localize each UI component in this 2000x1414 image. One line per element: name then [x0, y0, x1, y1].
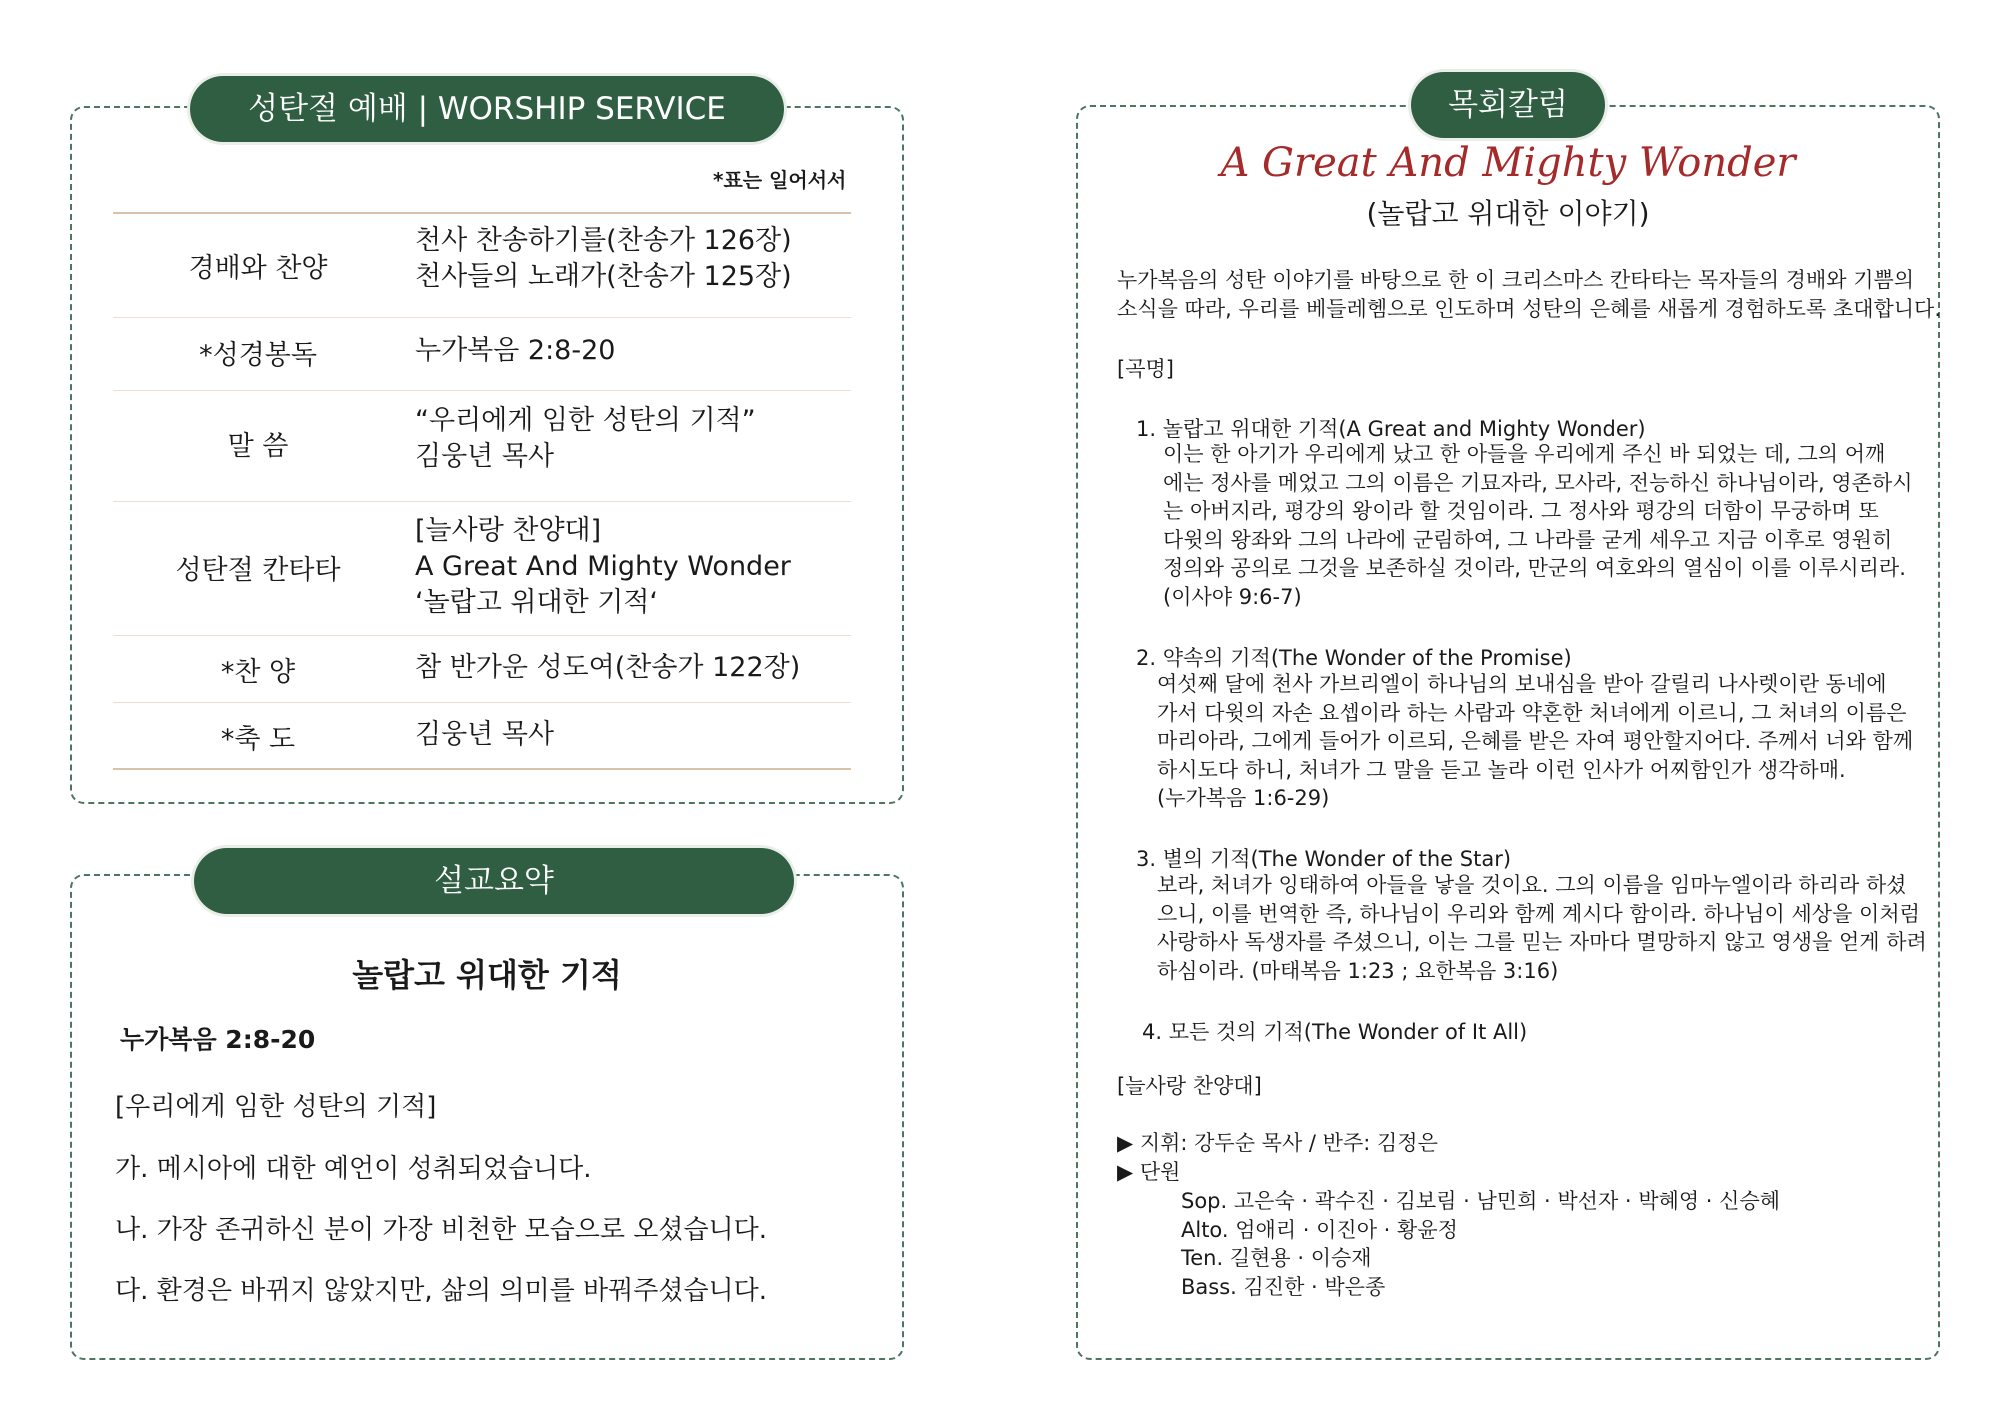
song-line: (이사야 9:6-7): [1163, 584, 1302, 609]
song-title: 4. 모든 것의 기적(The Wonder of It All): [1142, 1020, 1528, 1044]
order-line: [늘사랑 찬양대]: [415, 515, 602, 546]
song-line: 정의와 공의로 그것을 보존하실 것이라, 만군의 여호와의 열심이 이를 이루시리라.: [1163, 556, 1906, 581]
intro-line: 누가복음의 성탄 이야기를 바탕으로 한 이 크리스마스 칸타타는 목자들의 경배와 기쁨의: [1117, 268, 1915, 292]
order-label: *성경봉독: [199, 340, 317, 371]
order-line: 참 반가운 성도여(찬송가 122장): [415, 652, 801, 683]
sermon-verse: 누가복음 2:8-20: [120, 1025, 316, 1054]
worship-header: 성탄절 예배 | WORSHIP SERVICE: [190, 76, 784, 142]
order-line: 누가복음 2:8-20: [415, 335, 616, 366]
song-line: 하시도다 하니, 처녀가 그 말을 듣고 놀라 이런 인사가 어찌함인가 생각하매.: [1157, 757, 1846, 782]
order-line: 김웅년 목사: [415, 719, 554, 750]
song-body: [1157, 670, 1913, 813]
song-line: 보라, 처녀가 잉태하여 아들을 낳을 것이요. 그의 이름을 임마누엘이라 하리라 하셨: [1157, 873, 1907, 897]
column-script-title: A Great And Mighty Wonder: [1220, 140, 1796, 186]
song-body: [1157, 871, 1927, 985]
order-line: 천사들의 노래가(찬송가 125장): [415, 261, 792, 292]
table-rule: [113, 317, 851, 318]
order-label: 성탄절 칸타타: [175, 555, 341, 586]
order-line: ‘놀랍고 위대한 기적‘: [415, 587, 658, 618]
order-label: 경배와 찬양: [188, 253, 328, 284]
sermon-point: 가. 메시아에 대한 예언이 성취되었습니다.: [115, 1154, 592, 1184]
order-content: [415, 403, 851, 475]
column-subtitle: (놀랍고 위대한 이야기): [1366, 197, 1650, 230]
table-rule: [113, 390, 851, 391]
song-line: 여섯째 달에 천사 가브리엘이 하나님의 보내심을 받아 갈릴리 나사렛이란 동네에: [1157, 672, 1887, 696]
songs-label: [곡명]: [1117, 357, 1174, 381]
standing-note: *표는 일어서서: [713, 168, 847, 192]
choir-part: Alto. 엄애리 · 이진아 · 황윤정: [1181, 1217, 1458, 1242]
table-rule: [113, 212, 851, 214]
order-line: 천사 찬송하기를(찬송가 126장): [415, 225, 792, 256]
song-line: 으니, 이를 번역한 즉, 하나님이 우리와 함께 계시다 함이라. 하나님이 세상을 이처럼: [1157, 901, 1920, 926]
table-rule: [113, 635, 851, 636]
song-line: 가서 다윗의 자손 요셉이라 하는 사람과 약혼한 처녀에게 이르니, 그 처녀의 이름은: [1157, 700, 1907, 725]
song-line: 이는 한 아기가 우리에게 났고 한 아들을 우리에게 주신 바 되었는 데, 그의 어깨: [1163, 442, 1886, 466]
column-intro: [1117, 266, 1941, 323]
song-title: 2. 약속의 기적(The Wonder of the Promise): [1136, 646, 1572, 670]
order-label: 말 씀: [227, 431, 289, 462]
song-line: 마리아라, 그에게 들어가 이르되, 은혜를 받은 자여 평안할지어다. 주께서 너와 함께: [1157, 729, 1914, 754]
choir-label: [늘사랑 찬양대]: [1117, 1074, 1262, 1098]
song-line: 하심이라. (마태복음 1:23 ; 요한복음 3:16): [1157, 958, 1559, 983]
choir-part: Bass. 김진한 · 박은종: [1181, 1274, 1386, 1299]
choir-parts: [1181, 1187, 1780, 1301]
order-content: [415, 717, 851, 753]
order-line: “우리에게 임한 성탄의 기적”: [415, 405, 756, 436]
choir-part: Ten. 길현용 · 이승재: [1181, 1246, 1372, 1271]
song-title: 1. 놀랍고 위대한 기적(A Great and Mighty Wonder): [1136, 417, 1646, 441]
order-content: [415, 513, 851, 621]
order-label: *찬 양: [220, 657, 296, 688]
table-rule: [113, 501, 851, 502]
order-content: [415, 333, 851, 369]
choir-conductor: ▶ 지휘: 강두순 목사 / 반주: 김정은: [1117, 1131, 1438, 1155]
sermon-point: [우리에게 임한 성탄의 기적]: [115, 1092, 437, 1122]
order-content: [415, 650, 851, 686]
choir-members-label: ▶ 단원: [1117, 1160, 1181, 1184]
order-content: [415, 223, 851, 295]
order-line: A Great And Mighty Wonder: [415, 551, 791, 582]
sermon-point: 다. 환경은 바뀌지 않았지만, 삶의 의미를 바꿔주셨습니다.: [115, 1276, 768, 1306]
order-label: *축 도: [220, 724, 296, 755]
order-line: 김웅년 목사: [415, 441, 554, 472]
table-rule: [113, 702, 851, 703]
song-body: [1163, 440, 1913, 612]
column-header: 목회칼럼: [1411, 72, 1605, 138]
sermon-title: 놀랍고 위대한 기적: [352, 956, 622, 994]
song-line: 에는 정사를 메었고 그의 이름은 기묘자라, 모사라, 전능하신 하나님이라, 영존하시: [1163, 470, 1913, 495]
sermon-header: 설교요약: [194, 848, 794, 914]
song-line: 는 아버지라, 평강의 왕이라 할 것임이라. 그 정사와 평강의 더함이 무궁하며 또: [1163, 499, 1879, 524]
song-line: (누가복음 1:6-29): [1157, 786, 1330, 811]
intro-line: 소식을 따라, 우리를 베들레헴으로 인도하며 성탄의 은혜를 새롭게 경험하도록 초대합니다.: [1117, 296, 1942, 321]
song-title: 3. 별의 기적(The Wonder of the Star): [1136, 847, 1512, 871]
choir-part: Sop. 고은숙 · 곽수진 · 김보림 · 남민희 · 박선자 · 박혜영 · 신승혜: [1181, 1189, 1781, 1213]
table-rule: [113, 768, 851, 770]
song-line: 다윗의 왕좌와 그의 나라에 군림하여, 그 나라를 굳게 세우고 지금 이후로 영원히: [1163, 527, 1893, 552]
song-line: 사랑하사 독생자를 주셨으니, 이는 그를 믿는 자마다 멸망하지 않고 영생을 얻게 하려: [1157, 930, 1927, 955]
sermon-point: 나. 가장 존귀하신 분이 가장 비천한 모습으로 오셨습니다.: [115, 1215, 768, 1245]
